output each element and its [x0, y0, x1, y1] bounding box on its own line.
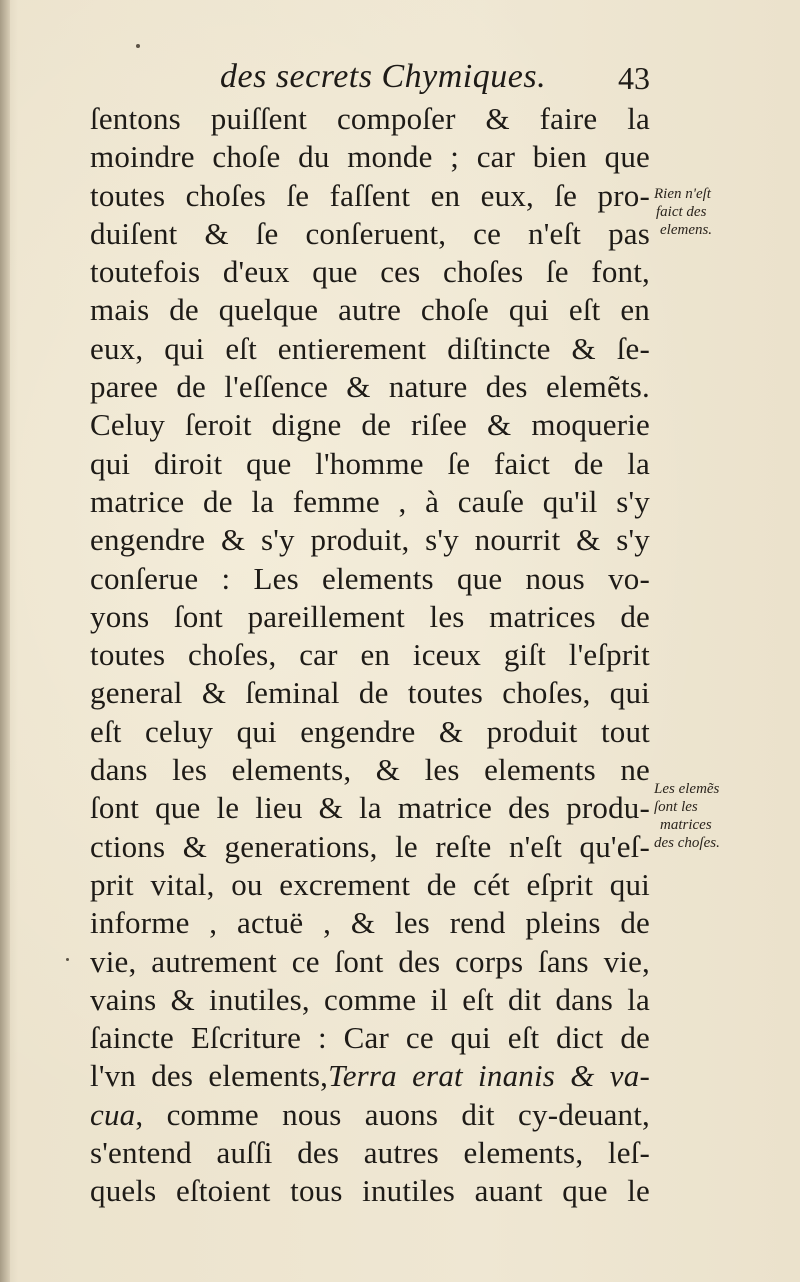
text-line: toutes choſes, car en iceux giſt l'eſprit	[90, 637, 650, 673]
page-number: 43	[618, 60, 650, 96]
running-title: des secrets Chymiques.	[220, 58, 547, 95]
text-line: engendre & s'y produit, s'y nourrit & s'y	[90, 522, 650, 558]
text-line: yons ſont pareillement les matrices de	[90, 598, 650, 634]
page-gutter	[0, 0, 10, 1282]
text-line: quels eſtoient tous inutiles auant que le	[90, 1173, 650, 1209]
margin-note-line: elemens.	[660, 222, 713, 238]
text-line: s'entend auſſi des autres elements, leſ-	[90, 1135, 650, 1171]
text-line: matrice de la femme , à cauſe qu'il s'y	[90, 483, 650, 519]
latin-quote-end: cua	[90, 1096, 136, 1132]
latin-quote: Terra erat inanis & va-	[328, 1058, 650, 1094]
text-line: informe , actuë , & les rend pleins de	[90, 905, 650, 941]
text-line: ctions & generations, le reſte n'eſt qu'eſ-	[90, 828, 650, 864]
text-segment: l'vn des elements,	[90, 1058, 329, 1094]
text-line: moindre choſe du monde ; car bien que	[90, 139, 650, 175]
text-line: ſaincte Eſcriture : Car ce qui eſt dict de	[90, 1020, 650, 1056]
paper-speck	[136, 44, 140, 48]
text-line: vie, autrement ce ſont des corps ſans vie,	[90, 943, 650, 979]
page-header	[90, 52, 650, 102]
text-line: qui diroit que l'homme ſe faict de la	[90, 445, 650, 481]
margin-note-line: faict des	[656, 204, 707, 220]
text-line: duiſent & ſe conſeruent, ce n'eſt pas	[90, 215, 650, 251]
text-line: general & ſeminal de toutes choſes, qui	[90, 675, 650, 711]
text-line-with-latin	[90, 1057, 650, 1095]
margin-note-line: des choſes.	[654, 835, 720, 851]
paper-speck	[66, 958, 69, 961]
text-line: eux, qui eſt entierement diſtincte & ſe-	[90, 330, 650, 366]
text-line: paree de l'eſſence & nature des elemẽts.	[90, 369, 650, 405]
text-line-with-latin	[90, 1096, 650, 1134]
body-text	[90, 100, 650, 1211]
margin-note	[654, 780, 774, 852]
text-line: eſt celuy qui engendre & produit tout	[90, 713, 650, 749]
text-line: Celuy ſeroit digne de riſee & moquerie	[90, 407, 650, 443]
margin-note-line: Les elemẽs	[654, 781, 720, 797]
text-line: mais de quelque autre choſe qui eſt en	[90, 292, 650, 328]
text-line: ſont que le lieu & la matrice des produ-	[90, 790, 650, 826]
text-segment: , comme nous auons dit cy-deuant,	[135, 1096, 650, 1132]
margin-note-line: Rien n'eſt	[654, 186, 711, 202]
text-line: dans les elements, & les elements ne	[90, 752, 650, 788]
margin-note-line: matrices	[660, 817, 712, 833]
text-line: ſentons puiſſent compoſer & faire la	[90, 101, 650, 136]
text-line: toutes choſes ſe faſſent en eux, ſe pro-	[90, 177, 650, 213]
margin-note	[654, 185, 774, 239]
text-line: conſerue : Les elements que nous vo-	[90, 560, 650, 596]
text-line: toutefois d'eux que ces choſes ſe font,	[90, 254, 650, 290]
text-line: prit vital, ou excrement de cét eſprit qui	[90, 866, 650, 902]
text-line: vains & inutiles, comme il eſt dit dans la	[90, 981, 650, 1017]
margin-note-line: ſont les	[654, 799, 698, 815]
